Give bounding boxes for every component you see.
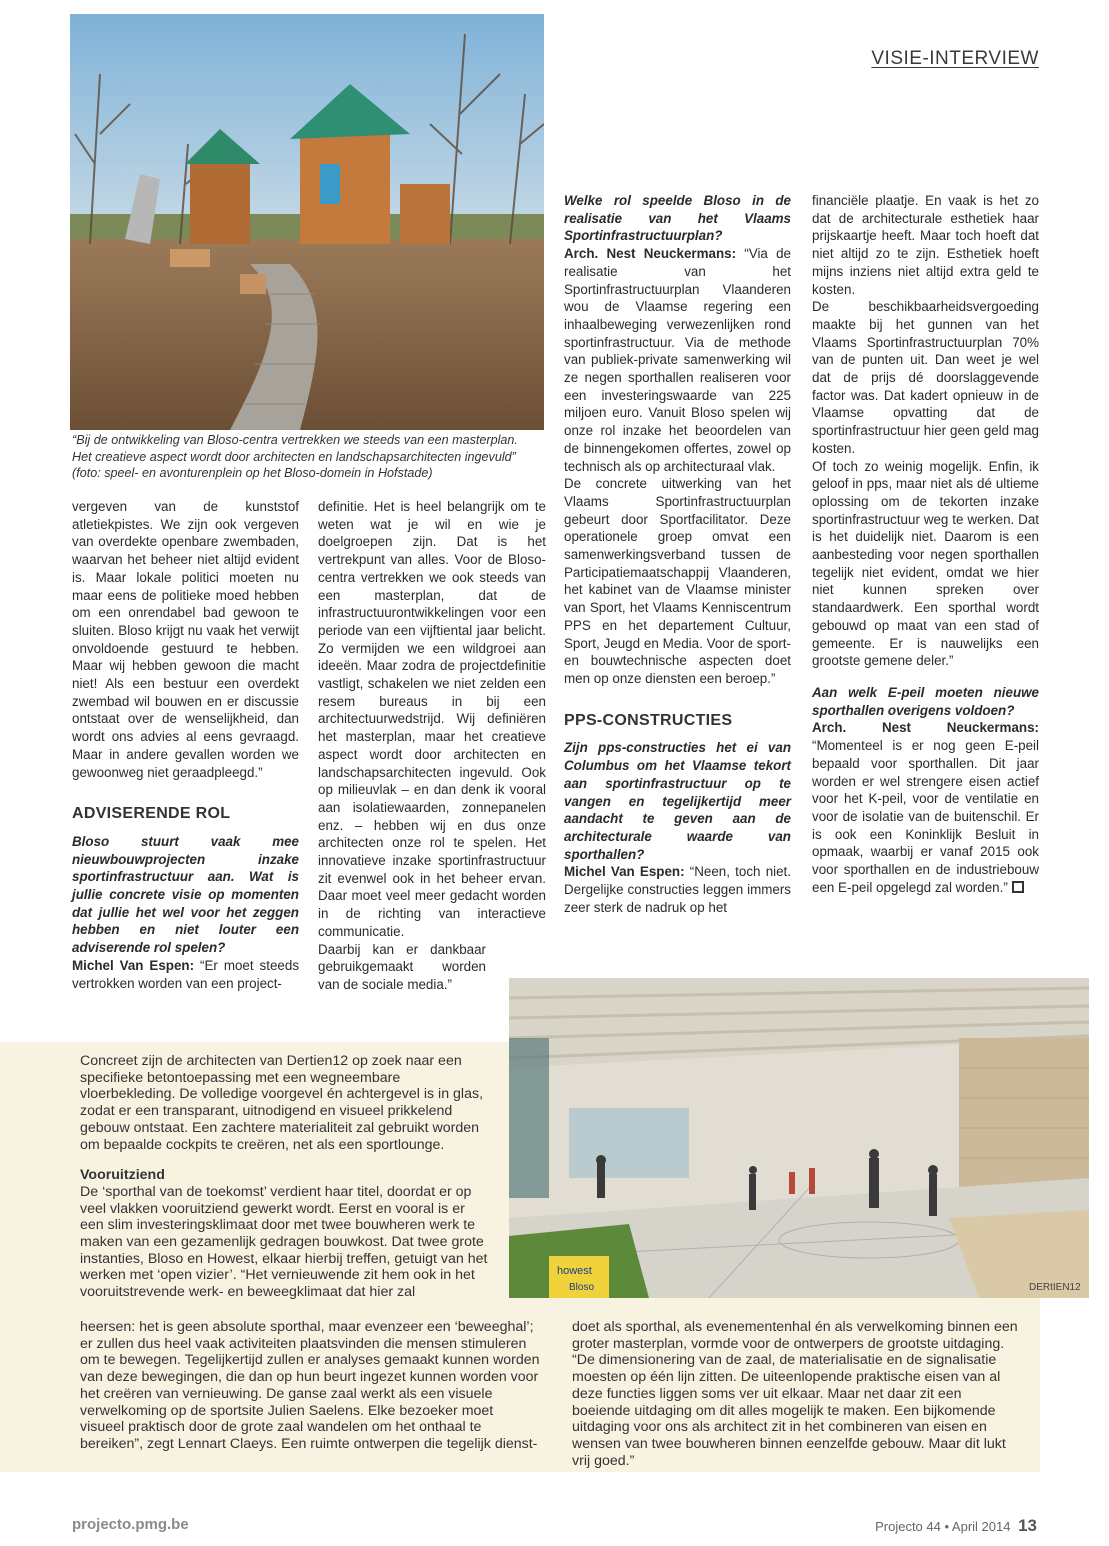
paragraph: financiële plaatje. En vaak is het zo dat de architecturale esthetiek haar prijskaartje heeft. Maar toch hoeft dat niet altijd zo te zijn. Esthetiek hoeft mijns inziens niet altijd extra geld te kosten.	[812, 193, 1039, 297]
end-mark-icon	[1012, 881, 1024, 893]
column-3	[564, 192, 791, 916]
answer-text: “Neen, toch niet. Dergelijke constructies leggen immers zeer sterk de nadruk op het	[564, 864, 791, 915]
page-footer	[875, 1516, 1037, 1536]
interview-answer	[72, 957, 299, 992]
photo-caption	[72, 432, 552, 482]
issue-info: Projecto 44 • April 2014	[875, 1519, 1011, 1534]
answer-text: “Via de realisatie van het Sportinfrastructuurplan Vlaanderen wou de Vlaamse regering een inhaalbeweging verwezenlijken rond sportinfrastructuur. Via de methode van publiek-private samenwerking wil ze negen sporthallen realiseren voor een investeringswaarde van 225 miljoen euro. Vanuit Bloso spelen wij onze rol inzake het beoordelen van de binnengekomen offertes, zowel op technisch als op architecturaal vlak.	[564, 246, 792, 474]
render-signature: DERtIEN12	[1029, 1282, 1081, 1293]
website-link[interactable]: projecto.pmg.be	[72, 1516, 189, 1533]
interview-question: Bloso stuurt vaak mee nieuwbouwprojecten inzake sportinfrastructuur aan. Wat is jullie concrete visie op momenten dat jullie het wel voor het zeggen hebben en niet louter een adviserende rol spelen?	[72, 833, 299, 956]
caption-line-2: Het creatieve aspect wordt door architecten en landschapsarchitecten ingevuld”	[72, 449, 516, 464]
paragraph: Of toch zo weinig mogelijk. Enfin, ik geloof in pps, maar niet als dé ultieme oplossing om de tekorten inzake sportinfrastructuur weg te werken. Dat is het duidelijk niet. Daarom is een aanbesteding voor negen sporthallen tegelijk niet evident, omdat we hier niet kunnen spreken over standaardwerk. Een sporthal wordt gebouwd op maat van een stad of gemeente. Er is nauwelijks een grootste gemene deler.”	[812, 458, 1039, 669]
interview-answer	[564, 245, 791, 475]
interview-answer	[812, 719, 1039, 896]
speaker-name: Arch. Nest Neuckermans:	[564, 246, 737, 262]
interview-question: Welke rol speelde Bloso in de realisatie van het Vlaams Sportinfrastructuurplan?	[564, 193, 791, 244]
playground-photo	[70, 14, 544, 430]
box-text-upper	[80, 1053, 490, 1301]
page-number: 13	[1018, 1516, 1037, 1535]
box-text-lower-right	[572, 1319, 1022, 1469]
caption-line-3: (foto: speel- en avonturenplein op het Bloso-domein in Hofstade)	[72, 466, 433, 480]
section-heading: ADVISERENDE ROL	[72, 805, 231, 823]
box-subheading: Vooruitziend	[80, 1167, 165, 1184]
section-heading: PPS-CONSTRUCTIES	[564, 711, 733, 729]
speaker-name: Michel Van Espen:	[72, 957, 195, 973]
howest-sign: howest	[557, 1265, 592, 1277]
interview-question: Aan welk E-peil moeten nieuwe sporthallen overigens voldoen?	[812, 684, 1039, 718]
speaker-name: Michel Van Espen:	[564, 864, 685, 880]
answer-text: “Momenteel is er nog geen E-peil bepaald voor sporthallen. Dit jaar worden er wel strengere eisen actief voor het K-peil, voor de ventilatie en voor de isolatie van de buitenschil. Er is ook een Koninklijk Besluit in opmaak, waarbij er vanaf 2015 ook voor sporthallen en de industriebouw een E-peil opgelegd zal worden.”	[812, 738, 1039, 895]
paragraph: definitie. Het is heel belangrijk om te weten wat je wil en wie je doelgroepen zijn. Dat is het vertrekpunt van alles. Voor de Bloso-centra vertrekken we ook steeds van een masterplan, dat de infrastructuurontwikkelingen voor een periode van een vijftiental jaar belicht. Zo vermijden we een wildgroei aan ideeën. Maar zodra de projectdefinitie vastligt, schakelen we niet zelden een resem bureaus in bij een architectuurwedstrijd. Wij definiëren het masterplan, maar het creatieve aspect wordt door architecten en landschapsarchitecten ingevuld. Ook op milieuvlak – en dan denk ik vooral aan isolatiewaarden, zonnepanelen enz. – hebben wij en dus onze architecten onze rol te spelen. Het innovatieve inzake sportinfrastructuur zit evenwel ook in het beheer ervan. Daar moet veel meer gedacht worden in de richting van interactieve communicatie.	[318, 499, 546, 939]
paragraph: vergeven van de kunststof atletiekpistes. We zijn ook vergeven van overdekte openbare zwembaden, waarvan het beheer niet altijd evident is. Maar lokale politici moeten nu maar eens de politieke moed hebben om een onrendabel bad gewoon te sluiten. Bloso krijgt nu vaak het verwijt onvoldoende gestuurd te hebben. Maar wij hebben gewoon die macht niet! Als een bestuur een overdekt zwembad wil bouwen en er discussie ontstaat over de wenselijkheid, dan wordt ons advies al eens gevraagd. Maar in andere gevallen worden we gewoonweg niet geraadpleegd.”	[72, 499, 299, 780]
box-paragraph: De ‘sporthal van de toekomst’ verdient haar titel, doordat er op veel vlakken vooruitziend gewerkt wordt. Eerst en vooral is er een slim investeringsklimaat door met twee bouwheren werk te maken van een gezamenlijk gedragen bouwkost. Dat twee grote instanties, Bloso en Howest, elkaar hierbij treffen, getuigt van het werken met ‘open vizier’. “Het vernieuwende zit hem ook in het vooruitstrevende werk- en beweegklimaat dat hier zal	[80, 1183, 488, 1301]
box-paragraph: heersen: het is geen absolute sporthal, maar evenzeer een ‘beweeghal’; er zullen dus heel vaak activiteiten plaatsvinden die mensen stimuleren om te bewegen. Tegelijkertijd zullen er analyses gemaakt kunnen worden van deze bewegingen, die dan op hun beurt ingezet kunnen worden voor het creëren van vernieuwing. De ganse zaal werkt als een visuele verwelkoming op de sportsite Julien Saelens. Elke bezoeker moet visueel praktisch door de grote zaal wandelen om het onthaal te bereiken”, zegt Lennart Claeys. Een ruimte ontwerpen die tegelijk dienst-	[80, 1319, 540, 1452]
speaker-name: Arch. Nest Neuckermans:	[812, 720, 1039, 736]
paragraph: De beschikbaarheidsvergoeding maakte bij het gunnen van het Vlaams Sportinfrastructuurplan 70% van de punten uit. Dan weet je wel dat de prijs dé doorslaggevende factor was. Dat kadert opnieuw in de Vlaamse opvatting dat de sportinfrastructuur hier geen geld mag kosten.	[812, 299, 1039, 456]
paragraph: Daarbij kan er dankbaar gebruikgemaakt worden van de sociale media.”	[318, 941, 486, 992]
column-2	[318, 498, 546, 994]
sports-hall-render	[509, 978, 1089, 1298]
box-paragraph: doet als sporthal, als evenementenhal én als verwelkoming binnen een groter masterplan, vormde voor de ontwerpers de grootste uitdaging. “De dimensionering van de zaal, de materialisatie en de signalisatie moesten op één lijn zitten. De uiteenlopende praktische eisen van al deze functies liggen soms ver uit elkaar. Maar net daar zit een boeiende uitdaging om dit alles mogelijk te maken. Een bijkomende uitdaging voor ons als architect zit in het combineren van eisen en wensen van twee bouwheren binnen eenzelfde gebouw. Maar dit lukt vrij goed.”	[572, 1319, 1018, 1469]
section-label: VISIE-INTERVIEW	[871, 48, 1039, 69]
interview-answer	[564, 863, 791, 916]
box-paragraph: Concreet zijn de architecten van Dertien12 op zoek naar een specifieke betontoepassing met een wegneembare vloerbekleding. De volledige voorgevel én achtergevel is in glas, zodat er een transparant, uitnodigend en visueel prikkelend gebouw ontstaat. Een zachtere materialiteit zal gebruikt worden om bepaalde cockpits te creëren, net als een sportlounge.	[80, 1053, 484, 1153]
answer-text: “Er moet steeds vertrokken worden van een project-	[72, 957, 300, 991]
box-text-lower-left	[80, 1319, 540, 1453]
column-1	[72, 498, 299, 992]
caption-line-1: “Bij de ontwikkeling van Bloso-centra vertrekken we steeds van een masterplan.	[72, 433, 518, 447]
column-4	[812, 192, 1039, 896]
bloso-sign: Bloso	[569, 1282, 595, 1293]
interview-question: Zijn pps-constructies het ei van Columbus om het Vlaamse tekort aan sportinfrastructuur op te vangen en tegelijkertijd meer aandacht te geven aan de architecturale waarde van sporthallen?	[564, 740, 791, 862]
paragraph: De concrete uitwerking van het Vlaams Sportinfrastructuurplan gebeurt door Sportfacilitator. Deze operationele groep omvat een samenwerkingsverband tussen de Participatiemaatschappij Vlaanderen, het kabinet van de Vlaamse minister van Sport, het Vlaams Kenniscentrum PPS en het departement Cultuur, Sport, Jeugd en Media. Voor de sport- en bouwtechnische aspecten doet men op onze diensten een beroep.”	[564, 476, 791, 686]
